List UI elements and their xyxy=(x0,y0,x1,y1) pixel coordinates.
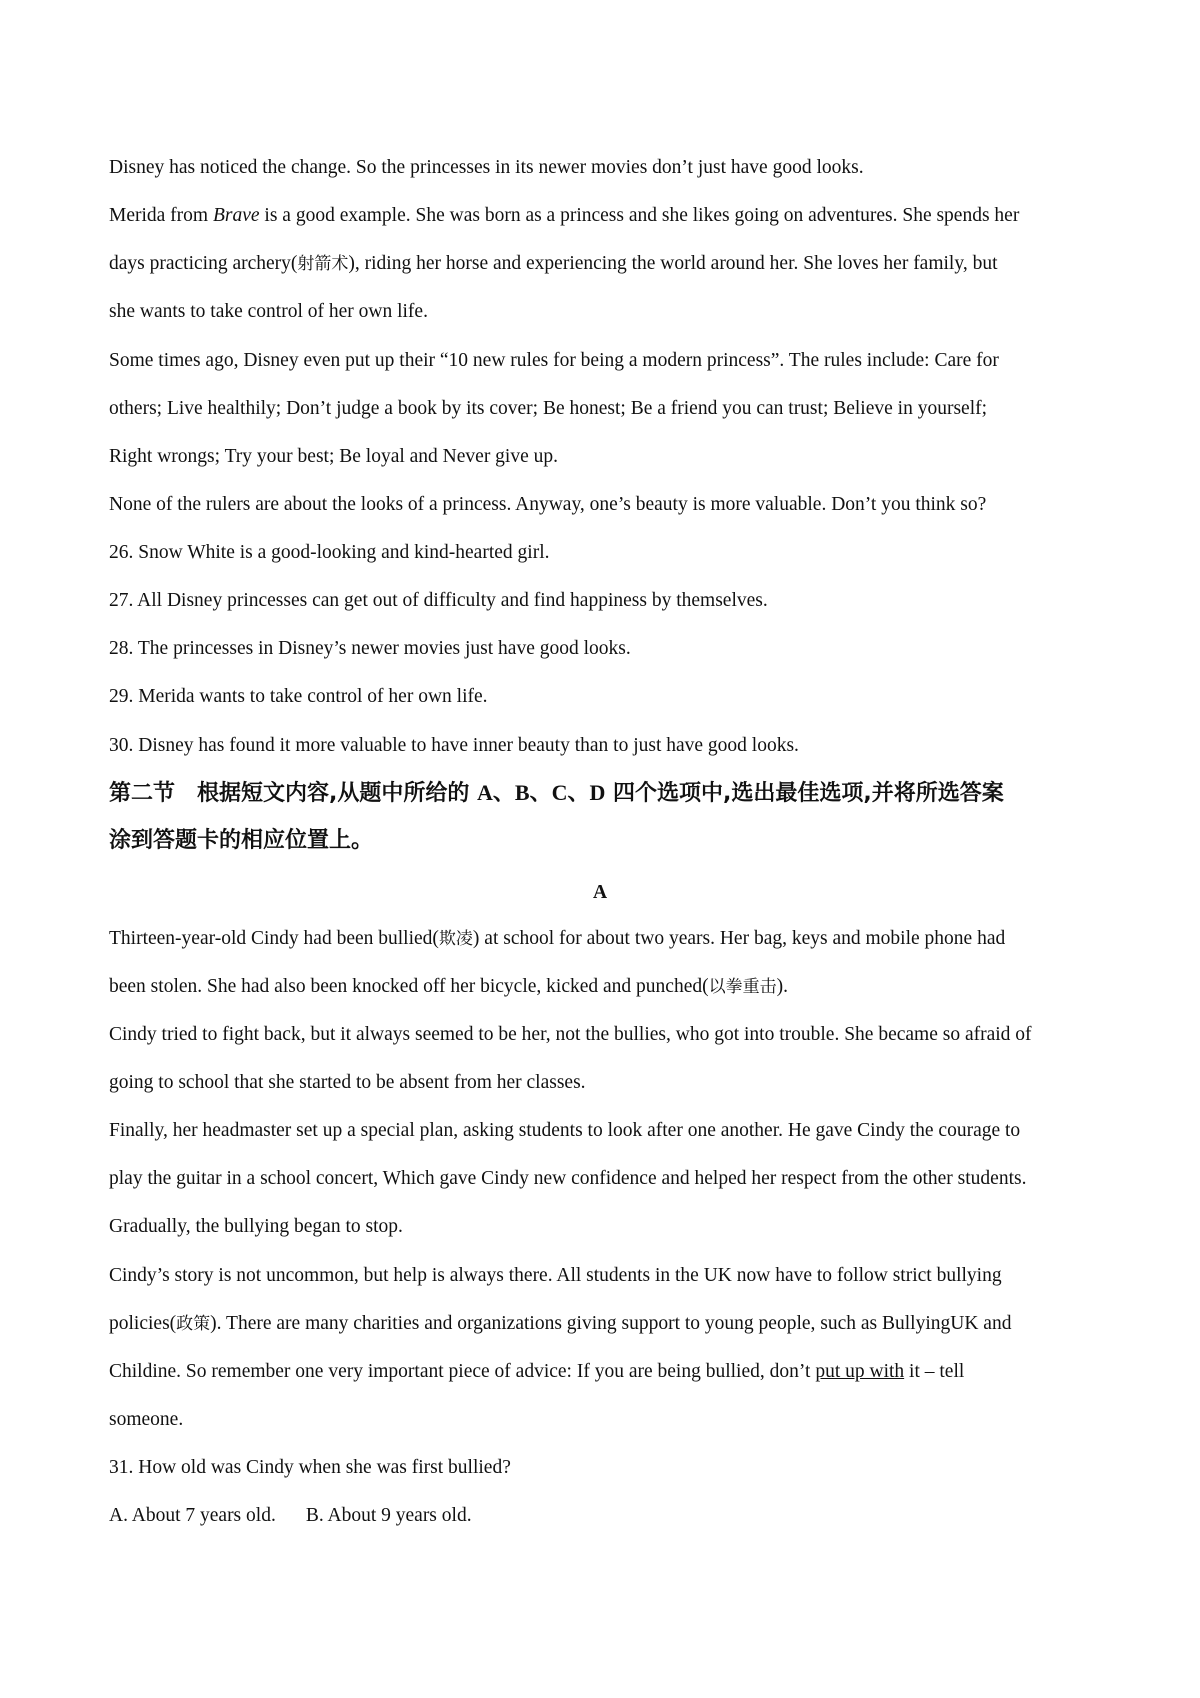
statement-26: 26. Snow White is a good-looking and kind-hearted girl. xyxy=(109,542,550,563)
passage-line: Some times ago, Disney even put up their “10 new rules for being a modern princess”. The rules include: Care for xyxy=(109,350,999,371)
passage-line: Gradually, the bullying began to stop. xyxy=(109,1216,403,1237)
passage-line: days practicing archery(射箭术), riding her horse and experiencing the world around her. She loves her family, but xyxy=(109,253,998,274)
option-b: B. About 9 years old. xyxy=(305,1505,472,1526)
passage-line: going to school that she started to be absent from her classes. xyxy=(109,1072,586,1093)
section-heading-line2: 涂到答题卡的相应位置上。 xyxy=(109,828,374,853)
passage-line: policies(政策). There are many charities and organizations giving support to young people, such as BullyingUK and xyxy=(109,1313,1012,1334)
passage-line: None of the rulers are about the looks of a princess. Anyway, one’s beauty is more valuable. Don’t you think so? xyxy=(109,494,987,515)
statement-28: 28. The princesses in Disney’s newer movies just have good looks. xyxy=(109,638,631,659)
movie-title: Brave xyxy=(212,205,260,226)
statement-30: 30. Disney has found it more valuable to have inner beauty than to just have good looks. xyxy=(109,735,799,756)
passage-line: been stolen. She had also been knocked off her bicycle, kicked and punched(以拳重击). xyxy=(109,976,788,997)
passage-line: others; Live healthily; Don’t judge a book by its cover; Be honest; Be a friend you can trust; Believe in yourself; xyxy=(109,398,988,419)
question-31-options xyxy=(109,1503,472,1529)
passage-line: Thirteen-year-old Cindy had been bullied(欺凌) at school for about two years. Her bag, keys and mobile phone had xyxy=(109,928,1006,949)
underlined-phrase: put up with xyxy=(815,1361,905,1382)
statement-27: 27. All Disney princesses can get out of difficulty and find happiness by themselves. xyxy=(109,590,768,611)
passage-line: she wants to take control of her own life. xyxy=(109,301,428,322)
passage-heading: A xyxy=(592,882,608,903)
question-31-stem: 31. How old was Cindy when she was first bullied? xyxy=(109,1457,511,1478)
passage-line: Cindy tried to fight back, but it always seemed to be her, not the bullies, who got into trouble. She became so afraid of xyxy=(109,1024,1032,1045)
option-a: A. About 7 years old. xyxy=(109,1505,276,1526)
passage-line: Finally, her headmaster set up a special plan, asking students to look after one another. He gave Cindy the courage to xyxy=(109,1120,1021,1141)
chinese-gloss: 射箭术 xyxy=(297,254,349,274)
passage-line: Right wrongs; Try your best; Be loyal and Never give up. xyxy=(109,446,559,467)
passage-line: Merida from Brave is a good example. She was born as a princess and she likes going on adventures. She spends her xyxy=(109,205,1020,226)
passage-line: Childine. So remember one very important piece of advice: If you are being bullied, don’t put up with it – tell xyxy=(109,1361,965,1382)
statement-29: 29. Merida wants to take control of her own life. xyxy=(109,686,488,707)
passage-line: Cindy’s story is not uncommon, but help is always there. All students in the UK now have to follow strict bullying xyxy=(109,1265,1002,1286)
section-heading: 第二节 根据短文内容,从题中所给的 A、B、C、D 四个选项中,选出最佳选项,并将所选答案 xyxy=(109,780,1004,806)
passage-line: someone. xyxy=(109,1409,184,1430)
passage-line: play the guitar in a school concert, Which gave Cindy new confidence and helped her respect from the other students. xyxy=(109,1168,1027,1189)
passage-line: Disney has noticed the change. So the princesses in its newer movies don’t just have good looks. xyxy=(109,157,864,178)
